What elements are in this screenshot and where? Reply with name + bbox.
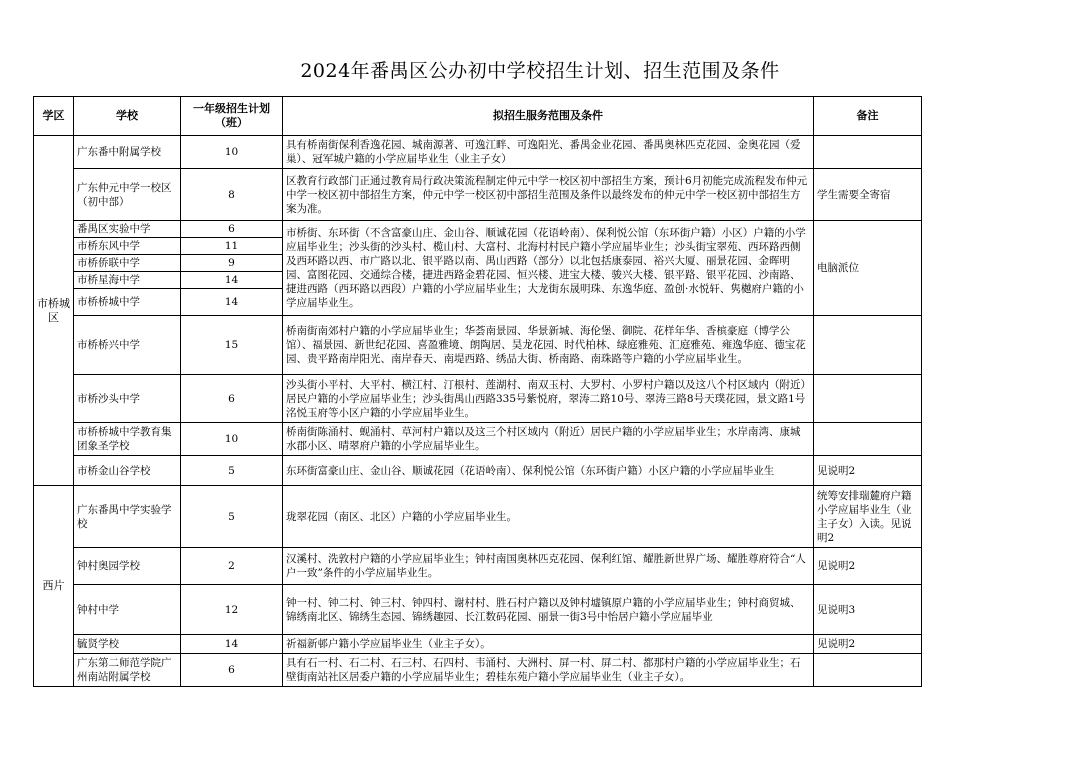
school-name: 钟村中学 — [74, 585, 181, 635]
school-name: 广东番禺中学实验学校 — [74, 486, 181, 548]
plan-count: 15 — [181, 316, 283, 375]
note-text — [814, 316, 922, 375]
plan-count: 2 — [181, 548, 283, 585]
plan-count: 6 — [181, 221, 283, 238]
header-scope: 拟招生服务范围及条件 — [283, 97, 814, 136]
plan-count: 10 — [181, 423, 283, 456]
school-name: 市桥东风中学 — [74, 238, 181, 255]
scope-text: 桥南街陈涌村、蚬涌村、草河村户籍以及这三个村区域内（附近）居民户籍的小学应届毕业生；水岸南湾、康城水郡小区、晴翠府户籍的小学应届毕业生。 — [283, 423, 814, 456]
school-name: 市桥侨联中学 — [74, 255, 181, 272]
scope-text: 祈福新邨户籍小学应届毕业生（业主子女）。 — [283, 635, 814, 654]
school-name: 市桥沙头中学 — [74, 375, 181, 423]
plan-count: 12 — [181, 585, 283, 635]
district-shiqiao: 市桥城区 — [34, 136, 74, 486]
table-row — [34, 456, 922, 486]
header-plan: 一年级招生计划（班） — [181, 97, 283, 136]
scope-text: 沙头街小平村、大平村、横江村、汀根村、莲湖村、南双玉村、大罗村、小罗村户籍以及这八个村区域内（附近）居民户籍的小学应届毕业生；沙头街禺山西路335号紫悦府，翠涛二路10号、翠涛三路8号天璞花园，景文路1号洺悦玉府等小区户籍的小学应届毕业生。 — [283, 375, 814, 423]
school-name: 番禺区实验中学 — [74, 221, 181, 238]
school-name: 广东第二师范学院广州南站附属学校 — [74, 654, 181, 687]
note-text: 见说明2 — [814, 635, 922, 654]
table-row — [34, 585, 922, 635]
plan-count: 5 — [181, 486, 283, 548]
school-name: 市桥桥城中学教育集团象圣学校 — [74, 423, 181, 456]
note-text: 统筹安排瑞麓府户籍小学应届毕业生（业主子女）入读。见说明2 — [814, 486, 922, 548]
district-xipian: 西片 — [34, 486, 74, 687]
header-note: 备注 — [814, 97, 922, 136]
note-text: 见说明3 — [814, 585, 922, 635]
header-school: 学校 — [74, 97, 181, 136]
table-row — [34, 654, 922, 687]
scope-text: 钟一村、钟二村、钟三村、钟四村、谢村村、胜石村户籍以及钟村墟镇原户籍的小学应届毕业生；钟村商贸城、锦绣南北区、锦绣生态园、锦绣趣园、长江数码花园、丽景一街3号中怡居户籍小学应届毕业 — [283, 585, 814, 635]
scope-text: 桥南街南郊村户籍的小学应届毕业生；华荟南景园、华景新城、海伦堡、御院、花样年华、香槟豪庭（博学公馆）、福景园、新世纪花园、喜盈雅境、朗陶居、昊龙花园、时代柏林、绿庭雅苑、汇庭雅苑、雍逸华庭、德宝花园、贵平路南岸阳光、南岸春天、南堤西路、绣品大街、桥南路、南珠路等户籍的小学应届毕业生。 — [283, 316, 814, 375]
note-text: 学生需要全寄宿 — [814, 169, 922, 221]
plan-count: 6 — [181, 375, 283, 423]
school-name: 市桥金山谷学校 — [74, 456, 181, 486]
plan-count: 10 — [181, 136, 283, 169]
note-text — [814, 423, 922, 456]
table-row — [34, 221, 922, 238]
note-text: 见说明2 — [814, 456, 922, 486]
plan-count: 9 — [181, 255, 283, 272]
page-title: 2024年番禺区公办初中学校招生计划、招生范围及条件 — [300, 60, 780, 82]
scope-text: 东环街富豪山庄、金山谷、顺诚花园（花语岭南）、保利悦公馆（东环街户籍）小区户籍的小学应届毕业生 — [283, 456, 814, 486]
school-name: 市桥桥城中学 — [74, 289, 181, 316]
plan-count: 11 — [181, 238, 283, 255]
note-text — [814, 136, 922, 169]
school-name: 广东番中附属学校 — [74, 136, 181, 169]
plan-count: 14 — [181, 289, 283, 316]
note-text — [814, 375, 922, 423]
school-name: 毓贤学校 — [74, 635, 181, 654]
table-row — [34, 316, 922, 375]
table-header-row — [34, 97, 922, 136]
table-row — [34, 548, 922, 585]
table-row — [34, 423, 922, 456]
plan-count: 5 — [181, 456, 283, 486]
table-row — [34, 375, 922, 423]
table-row — [34, 486, 922, 548]
school-name: 市桥桥兴中学 — [74, 316, 181, 375]
plan-count: 14 — [181, 635, 283, 654]
school-name: 广东仲元中学一校区（初中部） — [74, 169, 181, 221]
note-text: 见说明2 — [814, 548, 922, 585]
enrollment-table — [33, 96, 922, 687]
scope-text: 汉溪村、洗敦村户籍的小学应届毕业生；钟村南国奥林匹克花园、保利红馆、耀胜新世界广场、耀胜尊府符合“人户一致”条件的小学应届毕业生。 — [283, 548, 814, 585]
school-name: 市桥星海中学 — [74, 272, 181, 289]
scope-text: 珑翠花园（南区、北区）户籍的小学应届毕业生。 — [283, 486, 814, 548]
note-text — [814, 654, 922, 687]
note-text-merged: 电脑派位 — [814, 221, 922, 316]
table-row — [34, 136, 922, 169]
table-row — [34, 169, 922, 221]
table-row — [34, 635, 922, 654]
scope-text-merged: 市桥街、东环街（不含富豪山庄、金山谷、顺诚花园（花语岭南）、保利悦公馆（东环街户籍）小区）户籍的小学应届毕业生；沙头街的沙头村、榄山村、大富村、北海村村民户籍小学应届毕业生；沙头街宝翠苑、西环路西侧及西环路以西、市广路以北、银平路以南、禺山西路（部分）以北包括康泰园、裕兴大厦、丽景花园、金晖明园、富图花园、交通综合楼，捷进西路金碧花园、恒兴楼、进宝大楼、骏兴大楼、银平路、银平花园、沙南路、捷进西路（西环路以西段）户籍的小学应届毕业生；大龙街东晟明珠、东逸华庭、盈创·水悦轩、隽樾府户籍的小学应届毕业生。 — [283, 221, 814, 316]
scope-text: 区教育行政部门正通过教育局行政决策流程制定仲元中学一校区初中部招生方案，预计6月初能完成流程发布仲元中学一校区初中部招生方案，仲元中学一校区初中部招生范围及条件以最终发布的仲元中学一校区初中部招生方案为准。 — [283, 169, 814, 221]
plan-count: 14 — [181, 272, 283, 289]
school-name: 钟村奥园学校 — [74, 548, 181, 585]
header-district: 学区 — [34, 97, 74, 136]
scope-text: 具有石一村、石二村、石三村、石四村、韦涌村、大洲村、屏一村、屏二村、都那村户籍的小学应届毕业生；石壁街南站社区居委户籍的小学应届毕业生；碧桂东苑户籍小学应届毕业生（业主子女）。 — [283, 654, 814, 687]
plan-count: 6 — [181, 654, 283, 687]
scope-text: 具有桥南街保利香逸花园、城南源著、可逸江畔、可逸阳光、番禺金业花园、番禺奥林匹克花园、金奥花园（爱巢）、冠军城户籍的小学应届毕业生（业主子女） — [283, 136, 814, 169]
plan-count: 8 — [181, 169, 283, 221]
